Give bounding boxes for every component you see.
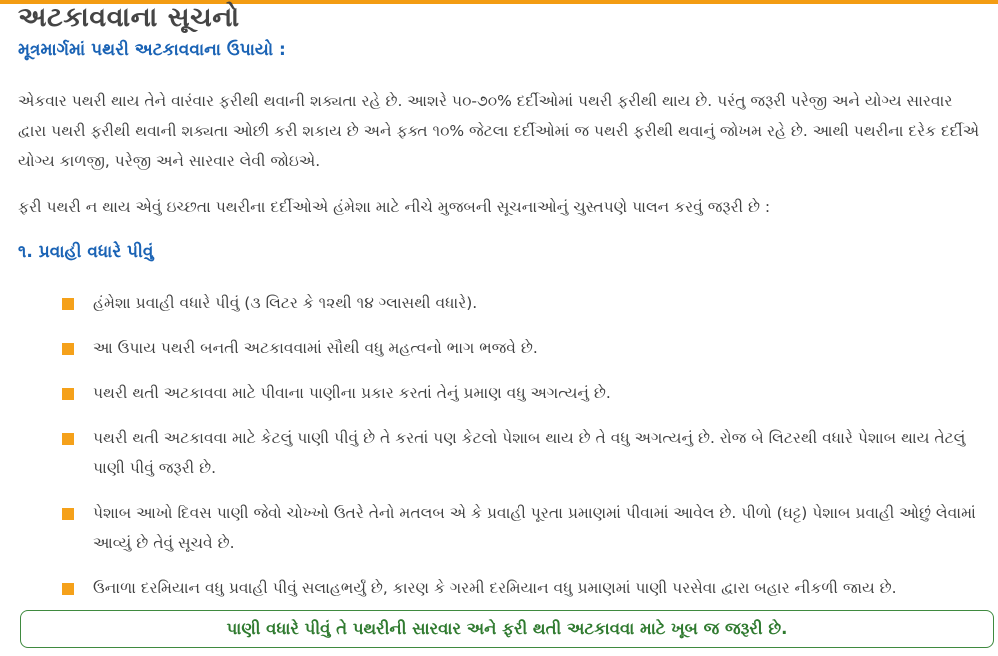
square-bullet-icon bbox=[62, 583, 74, 595]
callout-box bbox=[20, 610, 994, 648]
square-bullet-icon bbox=[62, 298, 74, 310]
list-item bbox=[58, 288, 988, 318]
callout-text: પાણી વધારે પીવું તે પથરીની સારવાર અને ફરી થતી અટકાવવા માટે ખૂબ જ જરૂરી છે. bbox=[226, 619, 788, 638]
bullet-list bbox=[58, 288, 988, 603]
page-title: અટકાવવાના સૂચનો bbox=[18, 2, 240, 33]
list-item-text: આ ઉપાય પથરી બનતી અટકાવવામાં સૌથી વધુ મહત્વનો ભાગ ભજવે છે. bbox=[93, 339, 538, 357]
list-item-text: પેશાબ આખો દિવસ પાણી જેવો ચોખ્ખો ઉતરે તેનો મતલબ એ કે પ્રવાહી પૂરતા પ્રમાણમાં પીવામાં આવેલ છે. પીળો (ઘટ્ટ) પેશાબ પ્રવાહી ઓછું લેવામાં આવ્યું છે તેવું સૂચવે છે. bbox=[93, 504, 976, 552]
list-item bbox=[58, 333, 988, 363]
list-item-text: હંમેશા પ્રવાહી વધારે પીવું (૩ લિટર કે ૧૨થી ૧૪ ગ્લાસથી વધારે). bbox=[93, 294, 478, 312]
section-heading: મૂત્રમાર્ગમાં પથરી અટકાવવાના ઉપાયો : bbox=[18, 40, 286, 60]
square-bullet-icon bbox=[62, 388, 74, 400]
instructions-paragraph: ફરી પથરી ન થાય એવું ઇચ્છતા પથરીના દર્દીઓએ હંમેશા માટે નીચે મુજબની સૂચનાઓનું ચુસ્તપણે પાલન કરવું જરૂરી છે : bbox=[18, 198, 771, 216]
list-item-text: ઉનાળા દરમિયાન વધુ પ્રવાહી પીવું સલાહભર્યું છે, કારણ કે ગરમી દરમિયાન વધુ પ્રમાણમાં પાણી પરસેવા દ્વારા બહાર નીકળી જાય છે. bbox=[93, 579, 897, 597]
list-item bbox=[58, 423, 988, 483]
list-item bbox=[58, 498, 988, 558]
list-item-text: પથરી થતી અટકાવવા માટે પીવાના પાણીના પ્રકાર કરતાં તેનું પ્રમાણ વધુ અગત્યનું છે. bbox=[93, 384, 611, 402]
list-item bbox=[58, 378, 988, 408]
list-item-text: પથરી થતી અટકાવવા માટે કેટલું પાણી પીવું છે તે કરતાં પણ કેટલો પેશાબ થાય છે તે વધુ અગત્યનું છે. રોજ બે લિટરથી વધારે પેશાબ થાય તેટલું પાણી પીવું જરૂરી છે. bbox=[93, 429, 966, 477]
sub-heading-drink-fluids: ૧. પ્રવાહી વધારે પીવું bbox=[18, 242, 154, 262]
square-bullet-icon bbox=[62, 508, 74, 520]
square-bullet-icon bbox=[62, 433, 74, 445]
intro-paragraph: એકવાર પથરી થાય તેને વારંવાર ફરીથી થવાની શક્યતા રહે છે. આશરે ૫૦-૭૦% દર્દીઓમાં પથરી ફરીથી થાય છે. પરંતુ જરૂરી પરેજી અને યોગ્ય સારવાર દ્વારા પથરી ફરીથી થવાની શક્યતા ઓછી કરી શકાય છે અને ફક્ત ૧૦% જેટલા દર્દીઓમાં જ પથરી ફરીથી થવાનું જોખમ રહે છે. આથી પથરીના દરેક દર્દીએ યોગ્ય કાળજી, પરેજી અને સારવાર લેવી જોઇએ. bbox=[18, 92, 980, 170]
square-bullet-icon bbox=[62, 343, 74, 355]
list-item bbox=[58, 573, 988, 603]
